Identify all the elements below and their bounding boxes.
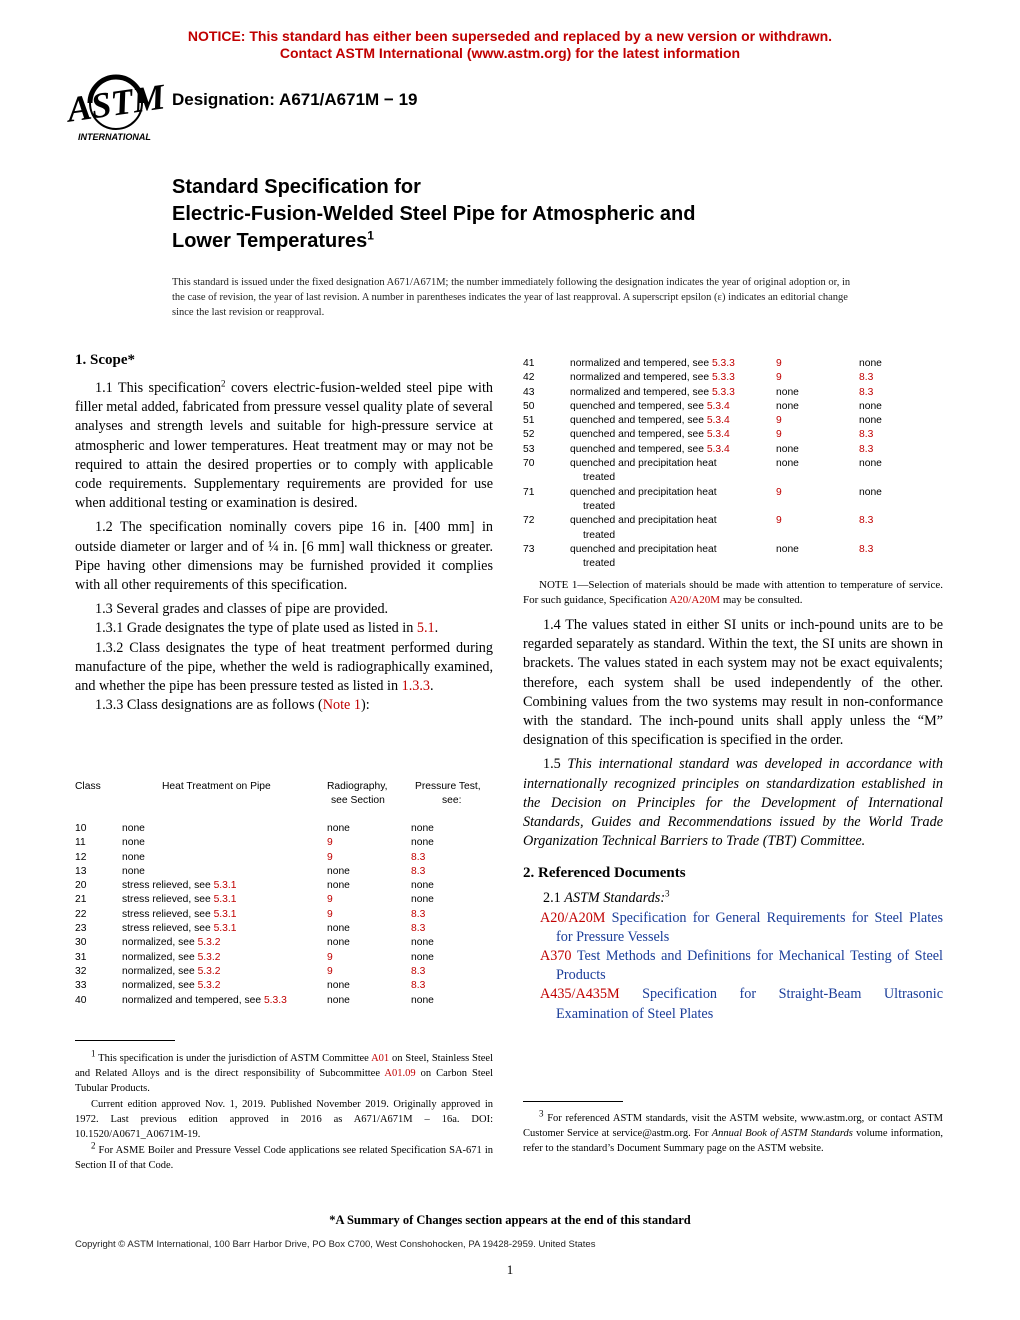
heat-ref-link[interactable]: 5.3.2: [197, 965, 221, 977]
heat-ref-link[interactable]: 5.3.1: [213, 880, 237, 892]
para-1-3-2: [75, 639, 493, 697]
pressure-cell: none: [411, 994, 434, 1006]
heat-cell: [570, 428, 730, 442]
radiography-cell: none: [776, 458, 799, 470]
footnotes-left: [75, 1048, 494, 1174]
heat-text: stress relieved, see: [122, 923, 214, 935]
document-title: [172, 174, 695, 255]
class-cell: 10: [75, 823, 87, 834]
footnote-3-marker: 3: [539, 1108, 544, 1119]
table-row: [523, 443, 943, 457]
radiography-cell[interactable]: 9: [776, 358, 782, 369]
para-1-1: [75, 379, 493, 513]
svg-text:ASTM: ASTM: [64, 76, 168, 130]
radiography-cell[interactable]: 9: [327, 908, 333, 920]
pressure-cell[interactable]: 8.3: [859, 515, 874, 527]
table-row: [523, 486, 943, 500]
reference-title[interactable]: Specification for Straight-Beam Ultrasonic Examination of Steel Plates: [556, 986, 943, 1022]
table-row: [75, 836, 495, 850]
heat-ref-link[interactable]: 5.3.1: [213, 908, 237, 920]
heat-text: stress relieved, see: [122, 908, 214, 920]
table-row-continuation: [523, 500, 943, 514]
left-column: [75, 352, 493, 715]
footnote-1-c: on Carbon Steel Tubular Products.: [75, 1068, 493, 1094]
heat-ref-link[interactable]: 5.3.2: [197, 951, 221, 963]
class-cell: 11: [75, 837, 86, 849]
class-cell: 12: [75, 851, 87, 863]
class-table-right: [523, 357, 943, 571]
class-cell: 21: [75, 894, 87, 906]
pressure-cell: none: [859, 458, 882, 470]
pressure-cell[interactable]: 8.3: [411, 865, 426, 877]
class-table-header: [75, 780, 495, 820]
heat-cell: [122, 936, 220, 950]
intro-paragraph: This standard is issued under the fixed designation A671/A671M; the number immediately following the designation indicates the year of original adoption or, in the case of revision, the year of last revision. A number in parentheses indicates the year of last reapproval. A superscript epsilon (ε) indicates an editorial change since the last revision or reapproval.: [172, 277, 851, 318]
footnote-2-text: For ASME Boiler and Pressure Vessel Code applications see related Specification SA-671 in Section II of that Code.: [75, 1145, 493, 1171]
heat-cell: [570, 357, 735, 371]
class-cell: 43: [523, 386, 535, 398]
para-1-3-3-a: 1.3.3 Class designations are as follows (: [95, 697, 323, 714]
heat-cell: [122, 994, 287, 1008]
refdocs-body: [523, 889, 943, 1023]
table-row: [75, 922, 495, 936]
pressure-cell[interactable]: 8.3: [859, 543, 874, 555]
table-row: [75, 822, 495, 836]
heat-cell: [570, 443, 730, 457]
radiography-cell: none: [327, 923, 350, 935]
radiography-cell: none: [776, 400, 799, 412]
footnote-2: [75, 1140, 493, 1173]
radiography-cell[interactable]: 9: [327, 965, 333, 977]
footnote-rule-left: [75, 1040, 175, 1041]
reference-code-link[interactable]: A370: [540, 948, 572, 965]
table-row: [523, 371, 943, 385]
radiography-cell: none: [327, 994, 350, 1006]
header-press-1: Pressure Test,: [415, 781, 481, 792]
para-1-5-text: This international standard was developed in accordance with internationally recognized principles on standardization established in the Decision on Principles for the Development of International Standards, Guides and Recommendations issued by the World Trade Organization Technical Barriers to Trade (TBT) Committee.: [523, 756, 943, 850]
heat-cell: [122, 908, 236, 922]
link-1-3-3[interactable]: 1.3.3: [401, 678, 430, 695]
footnote-1-a: This specification is under the jurisdiction of ASTM Committee: [95, 1053, 372, 1064]
right-column: [523, 578, 943, 1024]
radiography-cell[interactable]: 9: [776, 372, 782, 384]
header-press-2: see:: [442, 795, 462, 806]
heat-text: none: [122, 865, 145, 877]
heat-cell: [122, 951, 220, 965]
class-cell: 20: [75, 880, 87, 892]
table-row: [75, 994, 495, 1008]
pressure-cell[interactable]: 8.3: [859, 372, 874, 384]
heat-ref-link[interactable]: 5.3.4: [706, 415, 730, 427]
table-row: [523, 457, 943, 471]
heat-text: normalized, see: [122, 980, 198, 992]
pressure-cell: none: [411, 880, 434, 892]
link-a20-note[interactable]: A20/A20M: [669, 594, 721, 606]
class-table-left: [75, 822, 495, 1008]
radiography-cell[interactable]: 9: [776, 486, 782, 498]
footnote-1: [75, 1048, 494, 1096]
heat-cell: [570, 414, 730, 428]
header-radio-1: Radiography,: [327, 781, 388, 792]
para-1-3-2-b: .: [429, 678, 434, 695]
heat-cell-continuation: treated: [583, 529, 616, 541]
heat-text: normalized and tempered, see: [122, 994, 264, 1006]
para-1-3-3-b: ):: [361, 697, 370, 714]
header-heat: Heat Treatment on Pipe: [162, 781, 271, 792]
table-row: [75, 951, 495, 965]
radiography-cell[interactable]: 9: [776, 415, 782, 427]
table-row: [523, 543, 943, 557]
heat-cell: [570, 400, 730, 414]
heat-ref-link[interactable]: 5.3.4: [706, 429, 730, 441]
class-cell: 30: [75, 937, 87, 949]
reference-code-link[interactable]: A20/A20M: [540, 909, 606, 926]
table-row: [75, 893, 495, 907]
class-cell: 52: [523, 429, 535, 441]
heat-ref-link[interactable]: 5.3.3: [263, 994, 287, 1006]
designation: Designation: A671/A671M − 19: [172, 90, 418, 109]
pressure-cell[interactable]: 8.3: [411, 923, 426, 935]
class-cell: 32: [75, 965, 87, 977]
radiography-cell: none: [327, 823, 350, 834]
heat-cell: [122, 865, 145, 879]
reference-item: [523, 985, 943, 1023]
pressure-cell[interactable]: 8.3: [411, 965, 426, 977]
notice-line-2: Contact ASTM International (www.astm.org) for the latest information: [279, 45, 741, 61]
para-1-3-1-a: 1.3.1 Grade designates the type of plate used as listed in: [95, 620, 417, 637]
heat-text: normalized, see: [122, 965, 198, 977]
radiography-cell: none: [776, 543, 799, 555]
footnote-3-italic: Annual Book of ASTM Standards: [711, 1128, 853, 1139]
footnote-3-ref: 3: [665, 888, 670, 899]
reference-item: [523, 947, 943, 985]
radiography-cell: none: [327, 880, 350, 892]
heat-text: quenched and precipitation heat: [570, 458, 717, 470]
heat-text: normalized and tempered, see: [570, 358, 712, 369]
radiography-cell[interactable]: 9: [776, 429, 782, 441]
pressure-cell[interactable]: 8.3: [411, 980, 426, 992]
class-cell: 70: [523, 458, 535, 470]
page-number: 1: [506, 1262, 514, 1277]
footnote-1-b: on Steel, Stainless Steel and Related Alloys and is the direct responsibility of Subcommittee: [75, 1053, 494, 1079]
right-body: [523, 616, 943, 851]
heat-ref-link[interactable]: 5.3.2: [197, 937, 221, 949]
heat-ref-link[interactable]: 5.3.1: [213, 923, 237, 935]
class-cell: 13: [75, 865, 87, 877]
footnote-3-a: For referenced ASTM standards, visit the ASTM website, www.astm.org, or contact ASTM Customer Service at service@astm.org. For: [523, 1113, 943, 1139]
table-row: [75, 865, 495, 879]
para-1-1-b: covers electric-fusion-welded steel pipe with filler metal added, fabricated from pressure vessel quality plate of several analyses and strength levels and suitable for high-pressure service at atmospheric and lower temperatures. Heat treatment may or may not be required to attain the desired properties or to comply with applicable code requirements. Supplementary requirements are provided for use when additional testing or examination is desired.: [75, 380, 493, 512]
logo-sub-text: INTERNATIONAL: [78, 132, 151, 142]
pressure-cell: none: [859, 415, 882, 427]
heat-cell: [122, 879, 236, 893]
header-class: Class: [75, 781, 101, 792]
footnote-1-edition: Current edition approved Nov. 1, 2019. Published November 2019. Originally approved in 1972. Last previous edition approved in 2016 as A671/A671M – 16a. DOI: 10.1520/A0671_A0671M-19.: [75, 1099, 493, 1140]
heat-text: quenched and tempered, see: [570, 443, 707, 455]
table-row: [75, 851, 495, 865]
para-1-3-3: [75, 696, 493, 715]
note-1-b: may be consulted.: [720, 594, 803, 606]
footnote-2-marker: 2: [91, 1140, 96, 1151]
para-2-1-num: 2.1: [543, 890, 565, 907]
class-cell: 50: [523, 400, 535, 412]
table-row: [523, 414, 943, 428]
scope-heading: 1. Scope*: [75, 352, 135, 368]
heat-text: none: [122, 837, 145, 849]
reference-item: [523, 909, 943, 947]
heat-text: quenched and precipitation heat: [570, 515, 717, 527]
link-a01-09[interactable]: A01.09: [384, 1068, 416, 1079]
heat-text: quenched and tempered, see: [570, 415, 707, 427]
link-a01[interactable]: A01: [371, 1053, 390, 1064]
para-2-1: [523, 889, 943, 908]
para-1-5-num: 1.5: [543, 756, 568, 773]
pressure-cell: none: [859, 486, 882, 498]
radiography-cell[interactable]: 9: [327, 951, 333, 963]
astm-logo: [64, 72, 168, 144]
class-cell: 71: [523, 486, 535, 498]
heat-text: normalized, see: [122, 937, 198, 949]
reference-list: [523, 909, 943, 1024]
class-cell: 22: [75, 908, 87, 920]
para-1-1-a: 1.1 This specification: [95, 380, 222, 396]
heat-ref-link[interactable]: 5.3.3: [711, 358, 735, 369]
heat-text: quenched and tempered, see: [570, 429, 707, 441]
table-row: [75, 979, 495, 993]
heat-cell: [570, 386, 735, 400]
pressure-cell[interactable]: 8.3: [859, 429, 874, 441]
para-1-4: 1.4 The values stated in either SI units or inch-pound units are to be regarded separately as standard. Within the text, the SI units are shown in brackets. The values stated in each system may not be exact equivalents; therefore, each system shall be used independently of the other. Combining values from the two systems may result in non-conformance with the standard. The inch-pound units shall apply unless the “M” designation of this specification is specified in the order.: [523, 617, 943, 749]
heat-ref-link[interactable]: 5.3.3: [711, 372, 735, 384]
heat-cell: [122, 836, 145, 850]
heat-cell: [122, 965, 220, 979]
para-1-5: [523, 755, 943, 851]
class-cell: 42: [523, 372, 535, 384]
pressure-cell: none: [859, 358, 882, 369]
heat-cell: [122, 851, 145, 865]
footnote-3: [523, 1108, 943, 1157]
heat-cell: [122, 822, 145, 836]
pressure-cell: none: [411, 837, 434, 849]
notice-banner: [0, 28, 1020, 62]
pressure-cell: none: [411, 823, 434, 834]
heat-text: normalized and tempered, see: [570, 372, 712, 384]
footnote-3-text: [523, 1108, 943, 1156]
pressure-cell[interactable]: 8.3: [859, 443, 874, 455]
class-cell: 53: [523, 443, 535, 455]
class-cell: 72: [523, 515, 535, 527]
title-line-3: [172, 228, 695, 255]
footnote-2-ref: 2: [221, 378, 226, 389]
notice-line-1: NOTICE: This standard has either been superseded and replaced by a new version or withdrawn.: [187, 28, 833, 44]
heat-text: none: [122, 851, 145, 863]
link-5-1[interactable]: 5.1: [416, 620, 435, 637]
class-cell: 73: [523, 543, 535, 555]
heat-ref-link[interactable]: 5.3.4: [706, 400, 730, 412]
para-2-1-text: ASTM Standards:: [564, 890, 666, 907]
footnote-1-marker: 1: [91, 1048, 96, 1059]
heat-cell: [570, 486, 717, 500]
refdocs-heading: 2. Referenced Documents: [523, 865, 686, 882]
radiography-cell: none: [327, 865, 350, 877]
para-1-3-2-a: 1.3.2 Class designates the type of heat treatment performed during manufacture of the pipe, whether the weld is radiographically examined, and whether the pipe has been pressure tested as listed in: [75, 639, 493, 695]
class-cell: 40: [75, 994, 87, 1006]
pressure-cell[interactable]: 8.3: [859, 386, 874, 398]
class-cell: 31: [75, 951, 87, 963]
table-row: [523, 428, 943, 442]
title-line-3-text: Lower Temperatures: [172, 230, 368, 252]
footnote-3-b: volume information, refer to the standard’s Document Summary page on the ASTM website.: [523, 1128, 943, 1154]
note-1: [523, 578, 943, 608]
heat-cell: [122, 979, 220, 993]
heat-text: quenched and tempered, see: [570, 400, 707, 412]
radiography-cell: none: [327, 980, 350, 992]
heat-cell-continuation: treated: [583, 558, 616, 570]
table-row: [75, 936, 495, 950]
heat-text: none: [122, 823, 145, 834]
para-1-3-1: [75, 619, 493, 638]
pressure-cell: none: [411, 937, 434, 949]
heat-ref-link[interactable]: 5.3.3: [711, 386, 735, 398]
heat-text: normalized, see: [122, 951, 198, 963]
title-line-1: Standard Specification for: [172, 176, 421, 198]
footnote-rule-right: [523, 1101, 623, 1102]
class-cell: 33: [75, 980, 87, 992]
table-row: [523, 386, 943, 400]
radiography-cell[interactable]: 9: [327, 894, 333, 906]
table-row: [523, 357, 943, 371]
table-row: [75, 908, 495, 922]
title-footnote-ref: 1: [367, 228, 374, 243]
reference-title[interactable]: Test Methods and Definitions for Mechanical Testing of Steel Products: [556, 948, 943, 984]
note-1-a: NOTE 1—Selection of materials should be made with attention to temperature of service. For such guidance, Specification: [523, 579, 943, 606]
heat-cell-continuation: treated: [583, 500, 616, 512]
pressure-cell[interactable]: 8.3: [411, 908, 426, 920]
heat-text: stress relieved, see: [122, 880, 214, 892]
radiography-cell[interactable]: 9: [776, 515, 782, 527]
scope-body: [75, 379, 493, 715]
table-row: [523, 400, 943, 414]
title-line-2: Electric-Fusion-Welded Steel Pipe for Atmospheric and: [172, 203, 696, 225]
radiography-cell: none: [776, 386, 799, 398]
heat-text: stress relieved, see: [122, 894, 214, 906]
class-cell: 41: [523, 358, 535, 369]
heat-cell: [122, 922, 236, 936]
pressure-cell: none: [859, 400, 882, 412]
class-cell: 23: [75, 923, 87, 935]
heat-ref-link[interactable]: 5.3.2: [197, 980, 221, 992]
heat-text: quenched and precipitation heat: [570, 543, 717, 555]
radiography-cell[interactable]: 9: [327, 837, 333, 849]
reference-title[interactable]: Specification for General Requirements for Steel Plates for Pressure Vessels: [556, 909, 943, 945]
pressure-cell[interactable]: 8.3: [411, 851, 426, 863]
copyright: Copyright © ASTM International, 100 Barr Harbor Drive, PO Box C700, West Conshohocken, PA 19428-2959. United States: [75, 1239, 596, 1250]
radiography-cell[interactable]: 9: [327, 851, 333, 863]
table-row: [75, 879, 495, 893]
pressure-cell: none: [411, 894, 434, 906]
heat-ref-link[interactable]: 5.3.4: [706, 443, 730, 455]
class-cell: 51: [523, 415, 535, 427]
reference-code-link[interactable]: A435/A435M: [540, 986, 620, 1003]
heat-text: quenched and precipitation heat: [570, 486, 717, 498]
header-radio-2: see Section: [331, 795, 385, 806]
table-row: [523, 514, 943, 528]
para-1-3: 1.3 Several grades and classes of pipe are provided.: [95, 601, 389, 618]
pressure-cell: none: [411, 951, 434, 963]
heat-ref-link[interactable]: 5.3.1: [213, 894, 237, 906]
para-1-3-1-b: .: [434, 620, 439, 637]
table-row-continuation: [523, 471, 943, 485]
heat-cell-continuation: treated: [583, 472, 616, 484]
summary-note: *A Summary of Changes section appears at the end of this standard: [329, 1213, 691, 1227]
heat-cell: [570, 543, 717, 557]
heat-cell: [570, 457, 717, 471]
heat-cell: [122, 893, 236, 907]
link-note-1[interactable]: Note 1: [322, 697, 361, 714]
heat-cell: [570, 514, 717, 528]
table-row: [75, 965, 495, 979]
radiography-cell: none: [327, 937, 350, 949]
heat-cell: [570, 371, 735, 385]
table-row-continuation: [523, 557, 943, 571]
table-row-continuation: [523, 529, 943, 543]
para-1-2: 1.2 The specification nominally covers pipe 16 in. [400 mm] in outside diameter or larger and of ¼ in. [6 mm] wall thickness or greater. Pipe having other dimensions may be furnished provided it complies with all other requirements of this specification.: [75, 519, 493, 594]
radiography-cell: none: [776, 443, 799, 455]
heat-text: normalized and tempered, see: [570, 386, 712, 398]
